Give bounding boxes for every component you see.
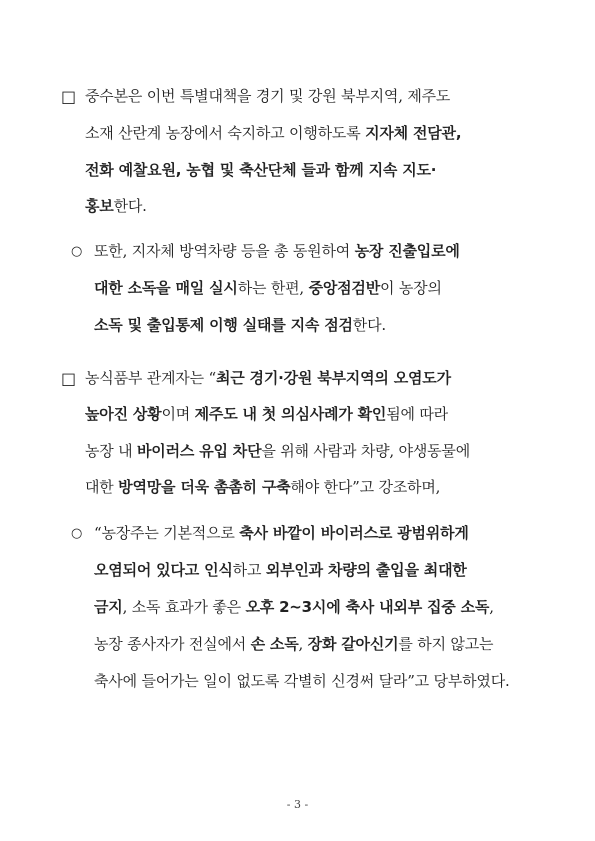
bold-text: 손 소독 (250, 635, 299, 653)
bold-text: 소독 및 출입통제 이행 실태를 지속 점검 (94, 316, 353, 334)
text-line (85, 196, 147, 216)
text-run: 농장 내 (85, 442, 138, 460)
bold-text: 대한 소독을 매일 실시 (94, 279, 238, 297)
bold-text: 중앙점검반 (308, 279, 381, 297)
text-run: 중수본은 이번 특별대책을 경기 및 강원 북부지역, 제주도 (85, 87, 451, 105)
text-line (94, 523, 469, 543)
text-run: 대한 (85, 478, 119, 496)
text-line (85, 368, 451, 388)
text-run: , 소독 효과가 좋은 (122, 598, 246, 616)
text-line (85, 123, 461, 143)
text-line (85, 477, 440, 497)
text-line (94, 560, 467, 580)
bold-text: 전화 예찰요원, 농협 및 축산단체 들과 함께 지속 지도· (85, 161, 437, 179)
text-run: 하고 (232, 561, 266, 579)
bold-text: 장화 갈아신기 (307, 635, 399, 653)
text-run: 농식품부 관계자는 “ (85, 369, 216, 387)
marker-square-2: □ (61, 369, 77, 388)
text-run: 한다. (113, 197, 147, 215)
text-run: 해야 한다”고 강조하며, (290, 478, 441, 496)
bold-text: 오후 2~3시에 축사 내외부 집중 소독 (245, 598, 490, 616)
text-run: 이며 (161, 405, 195, 423)
marker-square-1: □ (61, 87, 77, 106)
text-line (85, 441, 470, 461)
bold-text: 제주도 내 첫 의심사례가 확인 (194, 405, 387, 423)
marker-circle-1: ○ (71, 244, 83, 259)
text-run: 을 위해 사람과 차량, 야생동물에 (261, 442, 471, 460)
bold-text: 방역망을 더욱 촘촘히 구축 (118, 478, 291, 496)
text-run: 또한, 지자체 방역차량 등을 총 동원하여 (94, 242, 355, 260)
bold-text: 농장 진출입로에 (354, 242, 460, 260)
bold-text: 바이러스 유입 차단 (137, 442, 262, 460)
marker-circle-2: ○ (71, 526, 83, 541)
text-run: 를 하지 않고는 (398, 635, 494, 653)
text-run: 농장 종사자가 전실에서 (94, 635, 251, 653)
bold-text: 축사 바깥이 바이러스로 광범위하게 (239, 524, 469, 542)
text-run: , (298, 635, 308, 653)
bold-text: 높아진 상황 (85, 405, 162, 423)
text-run: 됨에 따라 (386, 405, 448, 423)
bold-text: 금지 (94, 598, 123, 616)
text-run: 하는 한편, (237, 279, 309, 297)
bold-text: 외부인과 차량의 출입을 최대한 (265, 561, 467, 579)
bold-text: 최근 경기·강원 북부지역의 오염도가 (215, 369, 451, 387)
page-number: - 3 - (286, 798, 309, 811)
bold-text: 오염되어 있다고 인식 (94, 561, 233, 579)
text-line (85, 160, 436, 180)
text-line (94, 671, 510, 691)
text-run: , (489, 598, 494, 616)
text-line (94, 597, 494, 617)
text-run: 한다. (352, 316, 386, 334)
bold-text: 홍보 (85, 197, 114, 215)
bold-text: 지자체 전담관, (365, 124, 462, 142)
text-line (94, 241, 460, 261)
text-run: 이 농장의 (380, 279, 442, 297)
text-line (85, 86, 450, 106)
text-line (94, 315, 386, 335)
text-line (94, 278, 442, 298)
text-line (85, 404, 448, 424)
text-run: “농장주는 기본적으로 (94, 524, 240, 542)
text-line (94, 634, 493, 654)
text-run: 축사에 들어가는 일이 없도록 각별히 신경써 달라”고 당부하였다. (94, 672, 510, 690)
text-run: 소재 산란계 농장에서 숙지하고 이행하도록 (85, 124, 366, 142)
